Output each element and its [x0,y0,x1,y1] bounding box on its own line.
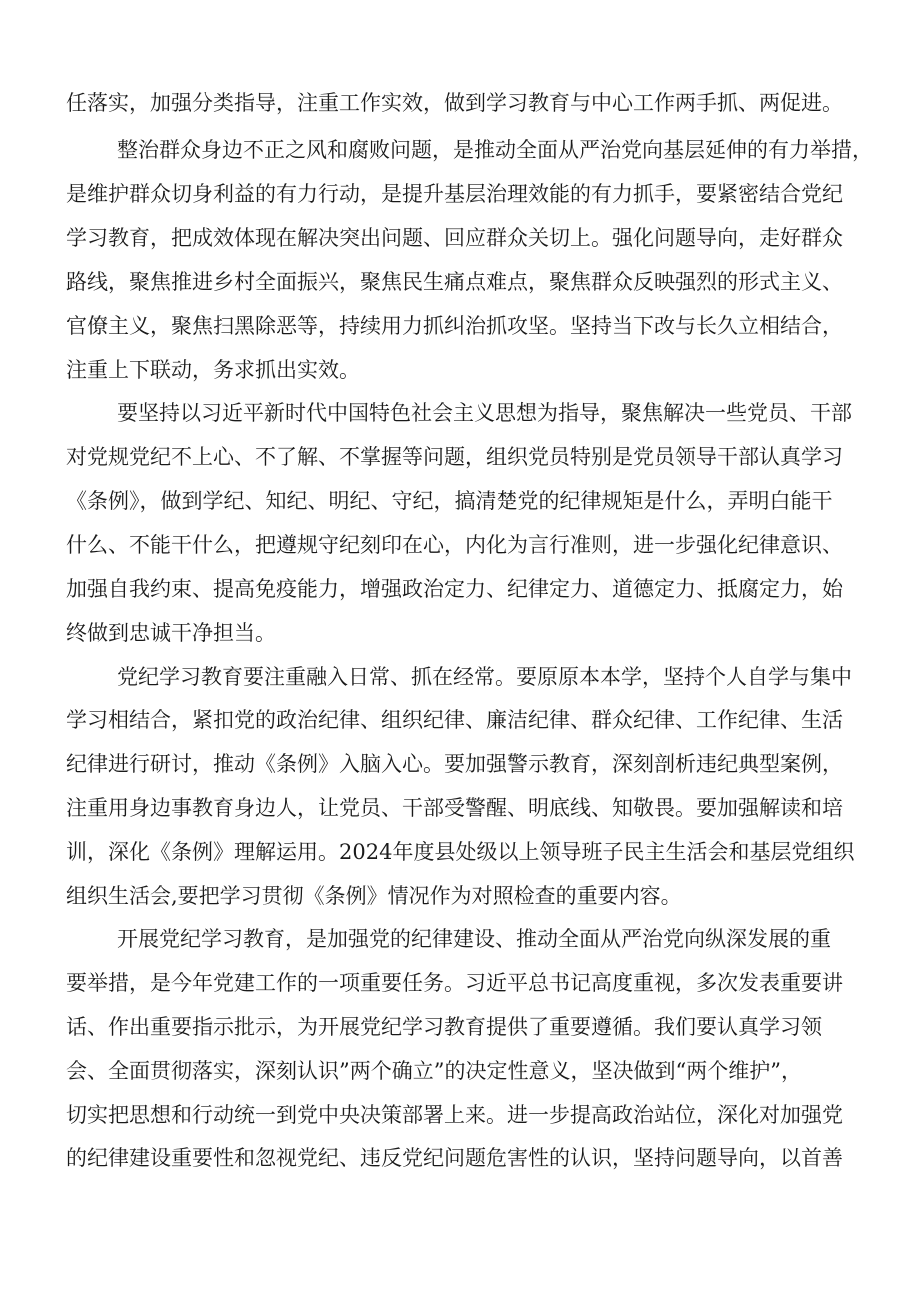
text-line: 开展党纪学习教育，是加强党的纪律建设、推动全面从严治党向纵深发展的重 [117,927,831,951]
paragraph-3-line-1 [0,700,920,740]
text-line: 什么、不能干什么，把遵规守纪刻印在心，内化为言行准则，进一步强化纪律意识、 [66,533,843,557]
paragraph-2-line-1 [0,437,920,477]
text-line: 党纪学习教育要注重融入日常、抓在经常。要原原本本学，坚持个人自学与集中 [117,665,852,689]
paragraph-3-line-0 [0,657,920,697]
paragraph-4-line-0 [0,919,920,959]
paragraph-0-line-0 [0,83,920,123]
text-line: 训，深化《条例》理解运用。2024年度县处级以上领导班子民主生活会和基层党组织 [66,840,855,864]
paragraph-3-line-3 [0,788,920,828]
paragraph-1-line-4 [0,306,920,346]
text-line: 终做到忠诚干净担当。 [66,621,276,645]
text-line: 任落实，加强分类指导，注重工作实效，做到学习教育与中心工作两手抓、两促进。 [66,91,843,115]
text-line: 注重用身边事教育身边人，让党员、干部受警醒、明底线、知敬畏。要加强解读和培 [66,796,843,820]
paragraph-4-line-3 [0,1051,920,1091]
text-line: 要坚持以习近平新时代中国特色社会主义思想为指导，聚焦解决一些党员、干部 [117,401,852,425]
paragraph-4-line-2 [0,1007,920,1047]
paragraph-1-line-2 [0,218,920,258]
text-line: 路线，聚焦推进乡村全面振兴，聚焦民生痛点难点，聚焦群众反映强烈的形式主义、 [66,270,843,294]
paragraph-4-line-5 [0,1138,920,1178]
paragraph-1-line-3 [0,262,920,302]
paragraph-2-line-5 [0,613,920,653]
text-line: 是维护群众切身利益的有力行动，是提升基层治理效能的有力抓手，要紧密结合党纪 [66,182,843,206]
text-line: 会、全面贯彻落实，深刻认识”两个确立”的决定性意义，坚决做到“两个维护”， [66,1059,802,1083]
text-line: 要举措，是今年党建工作的一项重要任务。习近平总书记高度重视，多次发表重要讲 [66,971,843,995]
text-line: 切实把思想和行动统一到党中央决策部署上来。进一步提高政治站位，深化对加强党 [66,1103,843,1127]
text-line: 的纪律建设重要性和忽视党纪、违反党纪问题危害性的认识，坚持问题导向，以首善 [66,1146,843,1170]
paragraph-3-line-4 [0,832,920,872]
text-line: 纪律进行研讨，推动《条例》入脑入心。要加强警示教育，深刻剖析违纪典型案例， [66,752,843,776]
paragraph-1-line-5 [0,350,920,390]
text-line: 官僚主义，聚焦扫黑除恶等，持续用力抓纠治抓攻坚。坚持当下改与长久立相结合， [66,314,843,338]
text-line: 学习相结合，紧扣党的政治纪律、组织纪律、廉洁纪律、群众纪律、工作纪律、生活 [66,708,843,732]
paragraph-2-line-4 [0,569,920,609]
paragraph-2-line-2 [0,481,920,521]
paragraph-2-line-3 [0,525,920,565]
text-line: 组织生活会,要把学习贯彻《条例》情况作为对照检查的重要内容。 [66,884,682,908]
paragraph-1-line-0 [0,130,920,170]
text-line: 整治群众身边不正之风和腐败问题，是推动全面从严治党向基层延伸的有力举措， [117,138,873,162]
text-line: 学习教育，把成效体现在解决突出问题、回应群众关切上。强化问题导向，走好群众 [66,226,843,250]
paragraph-1-line-1 [0,174,920,214]
text-line: 注重上下联动，务求抓出实效。 [66,358,360,382]
paragraph-2-line-0 [0,393,920,433]
text-line: 对党规党纪不上心、不了解、不掌握等问题，组织党员特别是党员领导干部认真学习 [66,445,843,469]
text-line: 加强自我约束、提高免疫能力，增强政治定力、纪律定力、道德定力、抵腐定力，始 [66,577,843,601]
text-line: 《条例》，做到学纪、知纪、明纪、守纪，搞清楚党的纪律规矩是什么，弄明白能干 [66,489,833,513]
text-line: 话、作出重要指示批示，为开展党纪学习教育提供了重要遵循。我们要认真学习领 [66,1015,822,1039]
paragraph-3-line-5 [0,876,920,916]
paragraph-4-line-4 [0,1095,920,1135]
paragraph-4-line-1 [0,963,920,1003]
paragraph-3-line-2 [0,744,920,784]
